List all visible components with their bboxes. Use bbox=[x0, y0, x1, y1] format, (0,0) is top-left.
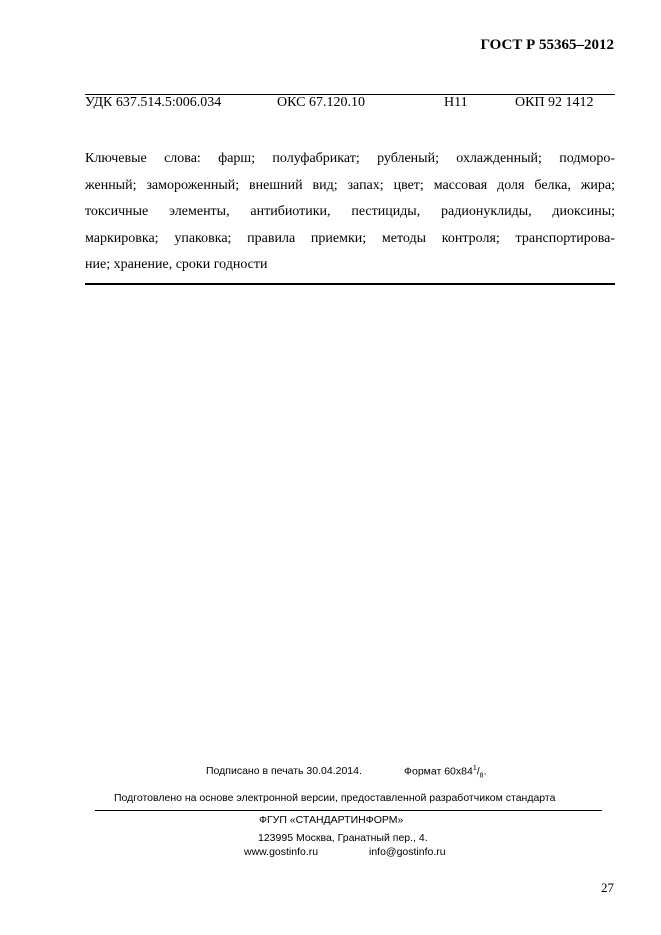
document-code: ГОСТ Р 55365–2012 bbox=[480, 37, 614, 53]
keywords-line: женный; замороженный; внешний вид; запах; цвет; массовая доля белка, жира; bbox=[85, 177, 615, 193]
signed-for-print: Подписано в печать 30.04.2014. bbox=[206, 765, 362, 777]
oks-code: ОКС 67.120.10 bbox=[277, 95, 365, 110]
page-number: 27 bbox=[601, 880, 614, 895]
print-format: Формат $60x84^1/_8$. bbox=[404, 765, 487, 780]
keywords-line: токсичные элементы, антибиотики, пестициды, радионуклиды, диоксины; bbox=[85, 204, 615, 219]
publisher-website: www.gostinfo.ru bbox=[244, 846, 319, 858]
keywords-line: Ключевые слова: фарш; полуфабрикат; рубленый; охлажденный; подморо- bbox=[85, 151, 615, 166]
okp-code: ОКП 92 1412 bbox=[515, 95, 594, 110]
keywords-paragraph bbox=[85, 146, 615, 279]
publisher-email: info@gostinfo.ru bbox=[369, 846, 446, 858]
keywords-line: маркировка; упаковка; правила приемки; методы контроля; транспортирова- bbox=[85, 230, 615, 246]
imprint-divider bbox=[95, 810, 602, 811]
publisher-address: 123995 Москва, Гранатный пер., 4. bbox=[258, 832, 428, 844]
udk-code: УДК 637.514.5:006.034 bbox=[85, 95, 222, 110]
group-code: Н11 bbox=[444, 95, 468, 110]
prepared-note: Подготовлено на основе электронной версии, предоставленной разработчиком стандарта bbox=[114, 792, 556, 804]
keywords-bottom-divider bbox=[85, 283, 615, 285]
publisher-name: ФГУП «СТАНДАРТИНФОРМ» bbox=[259, 814, 404, 826]
keywords-line: ние; хранение, сроки годности bbox=[85, 257, 268, 272]
